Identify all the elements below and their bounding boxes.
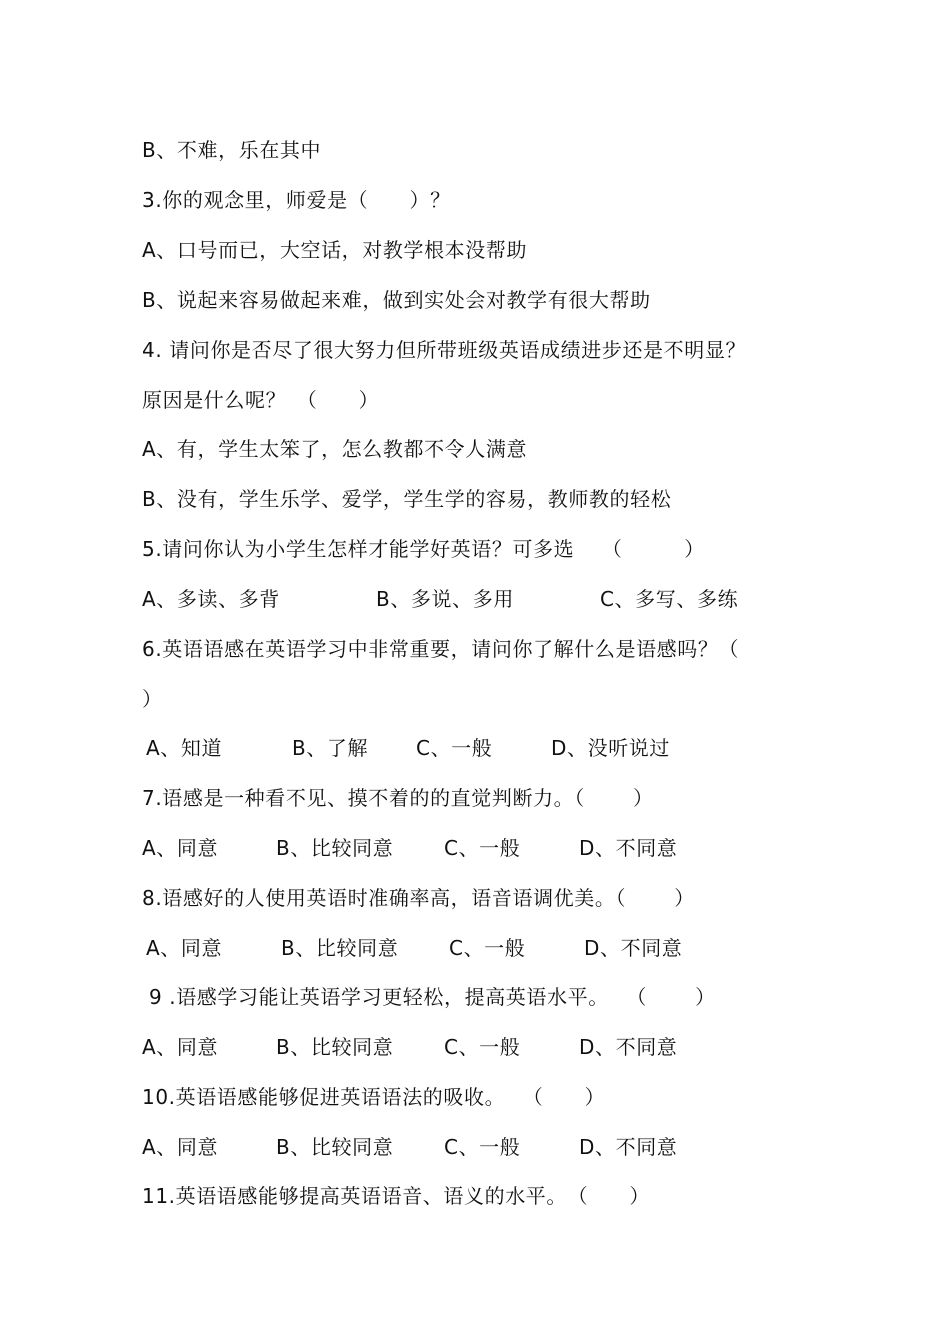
q4-question-cont: 原因是什么呢？ （ ）: [142, 388, 380, 412]
q6-question-cont: ）: [142, 687, 163, 711]
q3-question: 3.你的观念里，师爱是（ ）？: [142, 188, 451, 212]
q9-option-c: C、一般: [444, 1035, 521, 1059]
q9-option-a: A、同意: [142, 1035, 219, 1059]
q10-option-d: D、不同意: [579, 1135, 678, 1159]
q9-question: 9 .语感学习能让英语学习更轻松，提高英语水平。 （ ）: [142, 985, 716, 1009]
q5-option-a: A、多读、多背: [142, 587, 280, 611]
q8-option-c: C、一般: [449, 936, 526, 960]
q9-option-d: D、不同意: [579, 1035, 678, 1059]
q10-option-c: C、一般: [444, 1135, 521, 1159]
q8-option-d: D、不同意: [584, 936, 683, 960]
q7-option-b: B、比较同意: [276, 836, 394, 860]
q5-question: 5.请问你认为小学生怎样才能学好英语？可多选 （ ）: [142, 537, 705, 561]
q6-option-b: B、了解: [292, 736, 369, 760]
q6-option-d: D、没听说过: [551, 736, 671, 760]
q8-option-b: B、比较同意: [281, 936, 399, 960]
q6-question: 6.英语语感在英语学习中非常重要，请问你了解什么是语感吗？（: [142, 637, 740, 661]
q7-option-c: C、一般: [444, 836, 521, 860]
q6-option-a: A、知道: [146, 736, 223, 760]
q11-question: 11.英语语感能够提高英语语音、语义的水平。 （ ）: [142, 1184, 651, 1208]
q7-option-d: D、不同意: [579, 836, 678, 860]
q10-option-b: B、比较同意: [276, 1135, 394, 1159]
q7-option-a: A、同意: [142, 836, 219, 860]
q5-option-b: B、多说、多用: [376, 587, 514, 611]
q6-option-c: C、一般: [416, 736, 493, 760]
q3-option-a: A、口号而已，大空话，对教学根本没帮助: [142, 238, 528, 262]
q4-option-a: A、有，学生太笨了，怎么教都不令人满意: [142, 437, 528, 461]
q4-option-b: B、没有，学生乐学、爱学，学生学的容易，教师教的轻松: [142, 487, 672, 511]
q9-option-b: B、比较同意: [276, 1035, 394, 1059]
q2-option-b: B、不难，乐在其中: [142, 138, 322, 162]
q4-question: 4. 请问你是否尽了很大努力但所带班级英语成绩进步还是不明显？: [142, 338, 747, 362]
q3-option-b: B、说起来容易做起来难，做到实处会对教学有很大帮助: [142, 288, 651, 312]
q7-question: 7.语感是一种看不见、摸不着的的直觉判断力。（ ）: [142, 786, 654, 810]
q10-option-a: A、同意: [142, 1135, 219, 1159]
q10-question: 10.英语语感能够促进英语语法的吸收。 （ ）: [142, 1085, 606, 1109]
q8-option-a: A、同意: [146, 936, 223, 960]
q8-question: 8.语感好的人使用英语时准确率高，语音语调优美。（ ）: [142, 886, 695, 910]
q5-option-c: C、多写、多练: [600, 587, 739, 611]
